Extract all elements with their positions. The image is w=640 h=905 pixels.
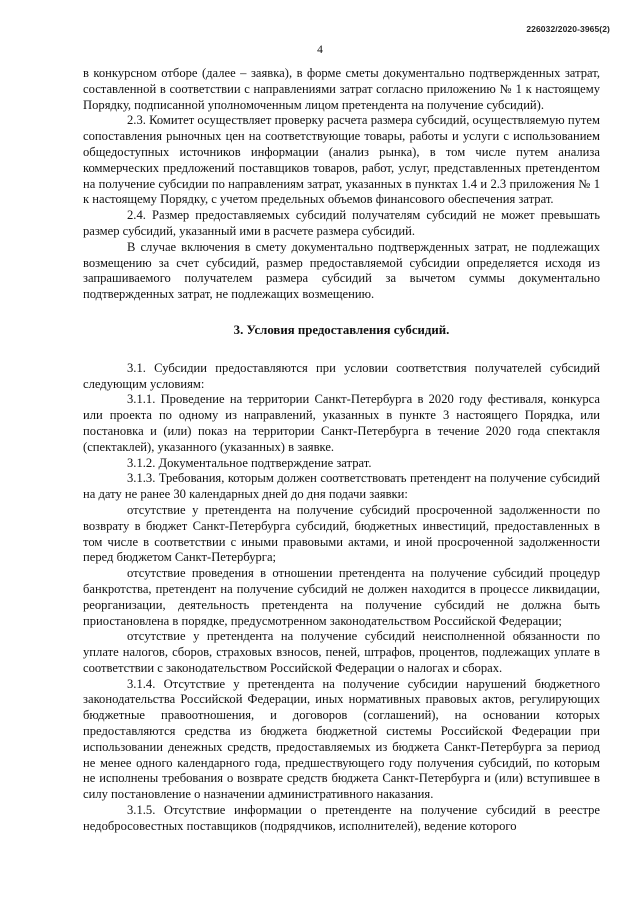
paragraph: отсутствие проведения в отношении претендента на получение субсидий процедур банкротства, претендент на получение субсидий не должен находится в процессе ликвидации, реорганизации, деятельность претендента на получение субсидий не должна быть приостановлена в порядке, предусмотренном законодательством Российской Федерации; bbox=[83, 566, 600, 628]
paragraph: 3.1.5. Отсутствие информации о претенденте на получение субсидий в реестре недобросовестных поставщиков (подрядчиков, исполнителей), ведение которого bbox=[83, 803, 600, 833]
paragraph: 2.3. Комитет осуществляет проверку расчета размера субсидий, осуществляемую путем сопоставления рыночных цен на соответствующие товары, работы и услуги с использованием общедоступных источников информации (анализ рынка), в том числе путем анализа коммерческих предложений поставщиков товаров, работ, услуг, представленных претендентом на получение субсидии по направлениям затрат, указанных в пунктах 1.4 и 2.3 приложения № 1 к настоящему Порядку, с учетом предельных объемов финансового обеспечения затрат. bbox=[83, 113, 600, 207]
section-heading: 3. Условия предоставления субсидий. bbox=[233, 322, 450, 337]
document-id: 226032/2020-3965(2) bbox=[526, 24, 610, 34]
paragraph: 2.4. Размер предоставляемых субсидий получателям субсидий не может превышать размер субсидий, указанный ими в расчете размера субсидий. bbox=[83, 208, 600, 238]
paragraph: 3.1.4. Отсутствие у претендента на получение субсидии нарушений бюджетного законодательства Российской Федерации, иных нормативных правовых актов, регулирующих бюджетные правоотношения, и договоров (соглашений), на основании которых предоставляются средства из бюджета бюджетной системы Российской Федерации при использовании денежных средств, предоставляемых из бюджета Санкт-Петербурга за период не менее одного календарного года, предшествующего году получения субсидий, по которым не исполнены требования о возврате средств бюджета Санкт-Петербурга и (или) вступившее в силу постановление о назначении административного наказания. bbox=[83, 676, 600, 802]
document-body bbox=[83, 66, 600, 835]
paragraph: отсутствие у претендента на получение субсидий просроченной задолженности по возврату в бюджет Санкт-Петербурга субсидий, бюджетных инвестиций, предоставленных в том числе в соответствии с иными правовыми актами, и иной просроченной задолженности перед бюджетом Санкт-Петербурга; bbox=[83, 502, 600, 565]
paragraph: В случае включения в смету документально подтвержденных затрат, не подлежащих возмещению за счет субсидий, размер предоставляемой субсидии определяется исходя из запрашиваемого получателем размера субсидий за вычетом суммы документально подтвержденных затрат, не подлежащих возмещению. bbox=[83, 239, 600, 302]
paragraph: 3.1. Субсидии предоставляются при условии соответствия получателей субсидий следующим условиям: bbox=[83, 360, 600, 391]
paragraph: 3.1.1. Проведение на территории Санкт-Петербурга в 2020 году фестиваля, конкурса или проекта по одному из направлений, указанных в пункте 3 настоящего Порядка, или постановка и (или) показ на территории Санкт-Петербурга в течение 2020 года спектакля (спектаклей), указанного (указанных) в заявке. bbox=[83, 392, 600, 454]
paragraph: отсутствие у претендента на получение субсидий неисполненной обязанности по уплате налогов, сборов, страховых взносов, пеней, штрафов, процентов, подлежащих уплате в соответствии с законодательством Российской Федерации о налогах и сборах. bbox=[83, 629, 600, 675]
paragraph: в конкурсном отборе (далее – заявка), в форме сметы документально подтвержденных затрат, составленной в соответствии с направлениями затрат согласно приложению № 1 к настоящему Порядку, подписанной уполномоченным лицом претендента на получение субсидий). bbox=[83, 66, 600, 112]
paragraph: 3.1.2. Документальное подтверждение затрат. bbox=[127, 455, 372, 470]
paragraph: 3.1.3. Требования, которым должен соответствовать претендент на получение субсидий на дату не ранее 30 календарных дней до дня подачи заявки: bbox=[83, 471, 600, 502]
page-number: 4 bbox=[317, 44, 323, 56]
